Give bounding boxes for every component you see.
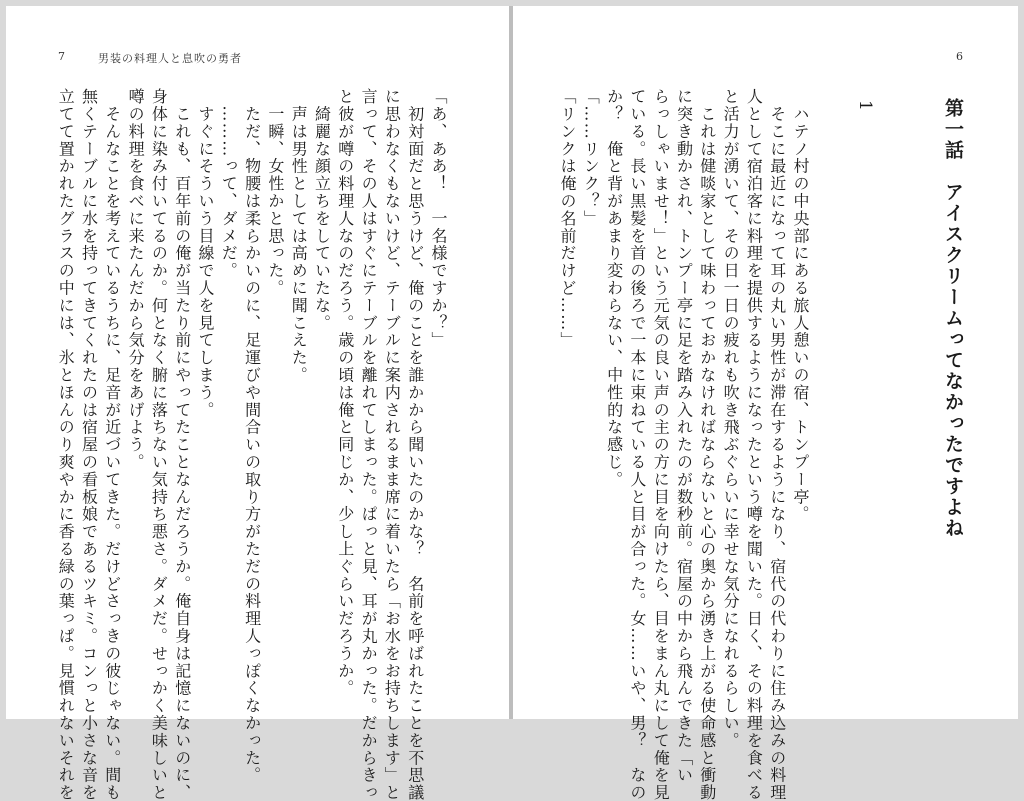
text-column: 言って、その人はすぐにテーブルを離れてしまった。ぱっと見、耳が丸かった。だからきっ [359,88,379,801]
text-column: 綺麗な顔立ちをしていたな。 [312,88,332,332]
text-column: すぐにそういう目線で人を見てしまう。 [196,88,215,419]
page-number: 6 [956,50,963,63]
text-column: 人として宿泊客に料理を提供するようになったという噂を聞いた。日く、その料理を食べる [744,88,764,801]
text-column: これは健啖家として味わっておかなければならないと心の奥から湧き上がる使命感と衝動 [697,88,717,801]
text-column: に思わなくもないけど、テーブルに案内されるまま席に着いたら「お水をお持ちします」と [382,88,402,801]
text-column: ただ、物腰は柔らかいのに、足運びや間合いの取り方がただの料理人っぽくなかった。 [242,88,262,784]
text-column: 無くテーブルに水を持ってきてくれたのは宿屋の看板娘であるツキミ。コンっと小さな音を [79,88,99,801]
text-column: 「あ、ああ！ 一名様ですか？」 [429,88,448,349]
right-page [513,6,1018,801]
text-column: そんなことを考えているうちに、足音が近づいてきた。だけどさっきの彼じゃない。間も [102,88,122,801]
left-page [6,6,510,801]
running-title: 男装の料理人と息吹の勇者 [98,52,242,65]
text-column: か？ 俺と背があまり変わらない、中性的な感じ。 [604,88,624,489]
text-column: 噂の料理を食べに来たんだから気分をあげよう。 [126,88,146,471]
text-column: 声は男性としては高めに聞こえた。 [289,88,309,384]
text-column: 身体に染み付いてるのか。何となく腑に落ちない気持ち悪さ。ダメだ。せっかく美味しいと [149,88,169,801]
text-column: ている。長い黒髪を首の後ろで一本に束ねている人と目が合った。女……いや、男？ なの [627,88,647,801]
text-column: 立てて置かれたグラスの中には、氷とほんのり爽やかに香る緑の葉っぱ。見慣れないそれを [56,88,76,801]
text-column: らっしゃいませ！」という元気の良い声の主の方に目を向けたら、目をまん丸にして俺を見 [651,88,671,801]
text-column: ………って、ダメだ。 [219,88,239,280]
text-column: 一瞬、女性かと思った。 [265,88,285,297]
section-number: 1 [855,100,875,111]
text-column: 初対面だと思うけど、俺のことを誰かから聞いたのかな？ 名前を呼ばれたことを不思議 [405,88,425,801]
page-number: 7 [58,50,65,63]
text-column: これも、百年前の俺が当たり前にやってたことなんだろうか。俺自身は記憶にないのに、 [172,88,192,801]
text-column: そこに最近になって耳の丸い男性が滞在するようになり、宿代の代わりに住み込みの料理 [767,88,787,801]
text-column: と活力が湧いて、その日一日の疲れも吹き飛ぶぐらいに幸せな気分になれるらしい。 [721,88,741,750]
text-column: 「リンクは俺の名前だけど……」 [558,88,577,349]
text-column: ハテノ村の中央部にある旅人憩いの宿、トンプー亭。 [791,88,810,523]
chapter-title: 第一話 アイスクリームってなかったですよね [942,98,964,539]
text-column: に突き動かされ、トンプー亭に足を踏み入れたのが数秒前。宿屋の中から飛んできた「い [674,88,694,784]
text-column: と彼が噂の料理人なのだろう。歳の頃は俺と同じか、少し上ぐらいだろうか。 [335,88,355,697]
text-column: 「……リンク？」 [581,88,601,228]
